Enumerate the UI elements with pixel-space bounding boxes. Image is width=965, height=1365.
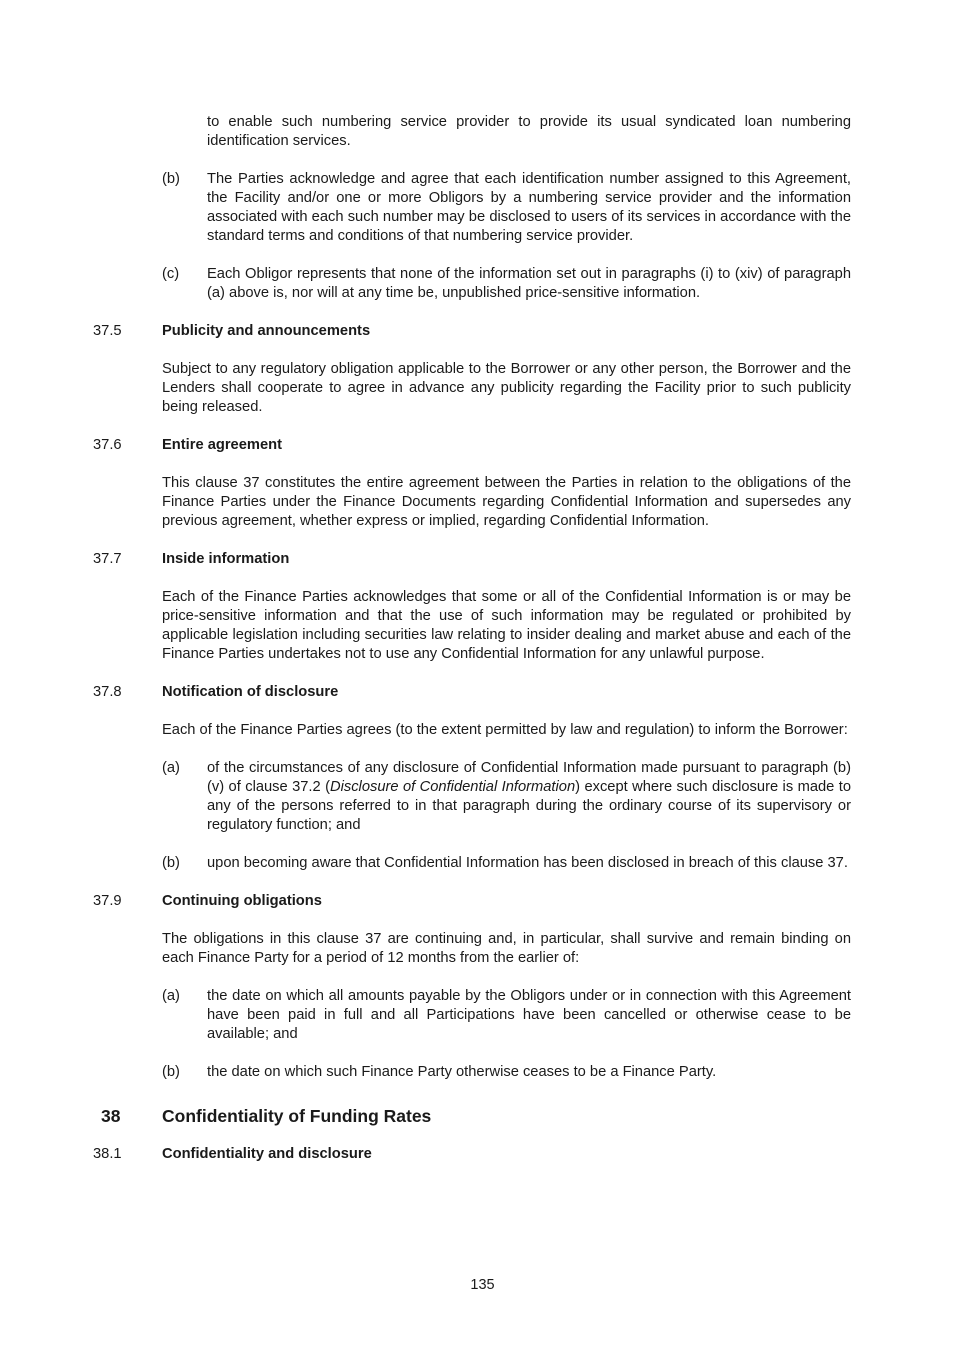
clause-heading: Confidentiality and disclosure <box>162 1146 372 1162</box>
list-item-c <box>162 265 851 303</box>
clause-37-8-heading-row <box>93 683 851 702</box>
clause-heading: Continuing obligations <box>162 893 322 909</box>
clause-heading: Inside information <box>162 551 290 567</box>
clause-number: 37.7 <box>93 551 122 567</box>
clause-37-5-body: Subject to any regulatory obligation applicable to the Borrower or any other person, the Borrower and the Lenders shall cooperate to agree in advance any publicity regarding the Facility prior to such publicity being released. <box>162 361 851 415</box>
clause-38-1-heading-row <box>93 1145 851 1164</box>
clause-37-7-body: Each of the Finance Parties acknowledges that some or all of the Confidential Information is or may be price-sensitive information and that the use of such information may be regulated or prohibited by applicable legislation including securities law relating to insider dealing and market abuse and each of the Finance Parties undertakes not to use any Confidential Information for any unlawful purpose. <box>162 589 851 662</box>
clause-number: 37.8 <box>93 684 122 700</box>
clause-heading: Entire agreement <box>162 437 282 453</box>
clause-number: 37.9 <box>93 893 122 909</box>
section-38-heading-row <box>93 1104 851 1128</box>
defined-term-italic: Disclosure of Confidential Information <box>330 779 576 795</box>
list-item-label: (a) <box>162 760 180 776</box>
document-body <box>93 113 851 1183</box>
list-item-text <box>207 759 851 835</box>
clause-37-6-heading-row <box>93 436 851 455</box>
list-item-text: The Parties acknowledge and agree that each identification number assigned to this Agreement, the Facility and/or one or more Obligors by a numbering service provider and the information associated with each such number may be disclosed to users of its services in accordance with the standard terms and conditions of that numbering service provider. <box>207 171 851 244</box>
clause-37-7-heading-row <box>93 550 851 569</box>
clause-number: 37.5 <box>93 323 122 339</box>
list-item-label: (b) <box>162 855 180 871</box>
clause-37-9-heading-row <box>93 892 851 911</box>
clause-37-6-body: This clause 37 constitutes the entire agreement between the Parties in relation to the obligations of the Finance Parties under the Finance Documents regarding Confidential Information and supersedes any previous agreement, whether express or implied, regarding Confidential Information. <box>162 475 851 529</box>
list-item-b <box>162 170 851 246</box>
list-item-label: (b) <box>162 1064 180 1080</box>
clause-heading: Notification of disclosure <box>162 684 339 700</box>
section-number: 38 <box>101 1106 121 1126</box>
clause-heading: Publicity and announcements <box>162 323 371 339</box>
list-item-label: (a) <box>162 988 180 1004</box>
list-item-a <box>162 759 851 835</box>
clause-number: 37.6 <box>93 437 122 453</box>
list-item-text: upon becoming aware that Confidential Information has been disclosed in breach of this clause 37. <box>207 855 848 871</box>
clause-37-5-heading-row <box>93 322 851 341</box>
item-text-pre: of the circumstances of any disclosure of Confidential Information made pursuant to paragraph (b)(v) of clause 37.2 ( <box>207 760 851 795</box>
list-item-b <box>162 854 851 873</box>
list-item-text: Each Obligor represents that none of the information set out in paragraphs (i) to (xiv) of paragraph (a) above is, nor will at any time be, unpublished price-sensitive information. <box>207 266 851 301</box>
list-item-text: the date on which such Finance Party otherwise ceases to be a Finance Party. <box>207 1064 717 1080</box>
list-item-b <box>162 1063 851 1082</box>
clause-number: 38.1 <box>93 1146 122 1162</box>
list-item-label: (c) <box>162 266 180 282</box>
paragraph-continuation: to enable such numbering service provider to provide its usual syndicated loan numbering identification services. <box>207 114 851 149</box>
clause-37-9-lead: The obligations in this clause 37 are continuing and, in particular, shall survive and remain binding on each Finance Party for a period of 12 months from the earlier of: <box>162 931 851 966</box>
list-item-text: the date on which all amounts payable by the Obligors under or in connection with this Agreement have been paid in full and all Participations have been cancelled or otherwise cease to be available; and <box>207 988 851 1042</box>
list-item-label: (b) <box>162 171 180 187</box>
section-heading: Confidentiality of Funding Rates <box>162 1106 432 1126</box>
item-text-post: ) except where such disclosure is made to any of the persons referred to in that paragraph during the ordinary course of its supervisory or regulatory function; and <box>207 779 851 833</box>
list-item-a <box>162 987 851 1044</box>
clause-37-8-lead: Each of the Finance Parties agrees (to the extent permitted by law and regulation) to inform the Borrower: <box>162 722 848 738</box>
page-number: 135 <box>470 1277 495 1293</box>
